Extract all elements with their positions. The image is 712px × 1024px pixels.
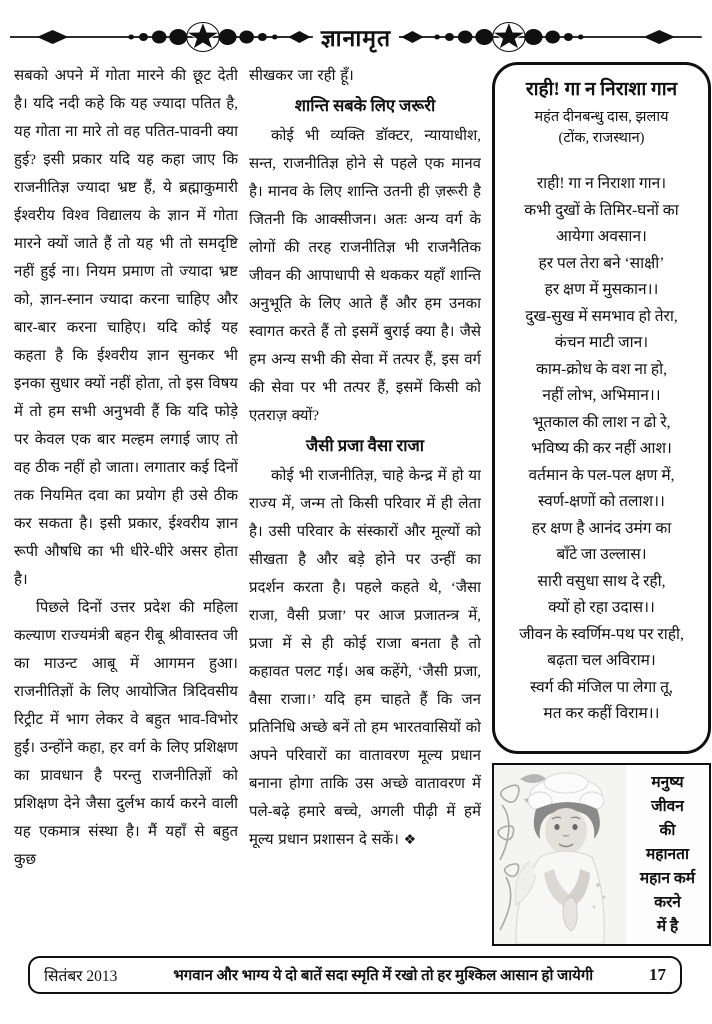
poem-line: राही! गा न निराशा गान। [536, 175, 667, 192]
poem-author: महंत दीनबन्धु दास, झलाय [534, 109, 669, 125]
poem-line: वर्तमान के पल-पल क्षण में, [528, 466, 675, 484]
poem-line: दुख-सुख में समभाव हो तेरा, [525, 307, 678, 325]
poem-line: भविष्य की कर नहीं आश। [531, 440, 672, 457]
magazine-title: ज्ञानामृत [320, 26, 392, 51]
poem-line: हर क्षण में मुसकान।। [544, 281, 659, 298]
child-photo [494, 765, 626, 944]
poem-author-location: (टोंक, राजस्थान) [558, 130, 645, 146]
photo-caption [626, 765, 709, 944]
paragraph: कोई भी व्यक्ति डॉक्टर, न्यायाधीश, सन्त, राजनीतिज्ञ होने से पहले एक मानव है। मानव के लिए शान्ति उतनी ही ज़रूरी है जितनी कि आक्सीजन। अतः अन्य वर्ग के लोगों की तरह राजनीतिज्ञ भी राजनैतिक जीवन की आपाधापी से थककर यहाँ शान्ति अनुभूति के लिए आते हैं और हम उनका स्वागत करते हैं तो इसमें बुराई क्या है। जैसे हम अन्य सभी की सेवा में तत्पर हैं, इस वर्ग की सेवा पर भी तत्पर हैं, इसमें किसी को एतराज़ क्यों? [249, 128, 481, 424]
issue-date: सितंबर 2013 [44, 968, 118, 985]
photo-box [492, 763, 711, 946]
article-column-1 [14, 62, 238, 946]
caption-line: मनुष्य [651, 773, 684, 791]
poem-line: स्वर्ग की मंजिल पा लेगा तू, [530, 678, 673, 696]
caption-line: की [659, 821, 676, 839]
poem-line: हर क्षण है आनंद उमंग का [531, 519, 672, 537]
header-ornament-right-star-icon [399, 20, 702, 54]
poem-line: स्वर्ण-क्षणों को तलाश।। [538, 493, 665, 510]
poem-title: राही! गा न निराशा गान [525, 79, 678, 100]
page-header [0, 0, 712, 58]
poem-line: नहीं लोभ, अभिमान।। [542, 387, 661, 404]
poem-line: कंचन माटी जान। [554, 334, 649, 351]
poem-line: बाँटे जा उल्लास। [556, 546, 647, 563]
header-ornament-left-star-icon [10, 20, 313, 54]
page-footer [28, 956, 682, 994]
poem-text [503, 171, 700, 728]
poem-line: सारी वसुधा साथ दे रही, [537, 572, 666, 590]
poem-line: जीवन के स्वर्णिम-पथ पर राही, [519, 625, 684, 643]
caption-line: करने [654, 893, 681, 911]
paragraph [249, 462, 481, 855]
poem-line: क्यों हो रहा उदास।। [548, 599, 655, 616]
poem-line: बढ़ता चल अविराम। [547, 652, 656, 669]
paragraph: पिछले दिनों उत्तर प्रदेश की महिला कल्याण राज्यमंत्री बहन रीबू श्रीवास्तव जी का माउन्ट आबू में आगमन हुआ। राजनीतिज्ञों के लिए आयोजित त्रिदिवसीय रिट्रीट में भाग लेकर वे बहुत भाव-विभोर हुईं। उन्होंने कहा, हर वर्ग के लिए प्रशिक्षण का प्रावधान है परन्तु राजनीतिज्ञों को प्रशिक्षण देने जैसा दुर्लभ कार्य करने वाली यह एकमात्र संस्था है। मैं यहाँ से बहुत कुछ [14, 600, 238, 868]
caption-line: महान कर्म [639, 869, 696, 887]
poem-box [492, 62, 711, 754]
paragraph: सीखकर जा रही हूँ। [249, 68, 354, 84]
caption-line: जीवन [651, 797, 684, 815]
section-heading-raja-praja: जैसी प्रजा वैसा राजा [305, 436, 425, 455]
poem-line: हर पल तेरा बने ‘साक्षी’ [538, 254, 665, 272]
paragraph: सबको अपने में गोता मारने की छूट देती है। यदि नदी कहे कि यह ज्यादा पतित है, यह गोता ना मारे तो वह पतित-पावनी क्या हुई? इसी प्रकार यदि यह कहा जाए कि राजनीतिज्ञ ज्यादा भ्रष्ट हैं, ये ब्रह्माकुमारी ईश्वरीय विश्व विद्यालय के ज्ञान में गोता मारने क्यों जाते हैं तो यह भी तो समदृष्टि नहीं हुई ना। नियम प्रमाण तो ज्यादा भ्रष्ट को, ज्ञान-स्नान ज्यादा करना चाहिए और बार-बार करना चाहिए। यदि कोई यह कहता है कि ईश्वरीय ज्ञान सुनकर भी इनका सुधार क्यों नहीं होता, तो इस विषय में तो हम सभी अनुभवी हैं कि यदि फोड़े पर केवल एक बार मल्हम लगाई जाए तो वह ठीक नहीं हो जाता। लगातार कई दिनों तक नियमित दवा का प्रयोग ही उसे ठीक कर सकता है। इसी प्रकार, ईश्वरीय ज्ञान रूपी औषधि का भी धीरे-धीरे असर होता है। [14, 68, 238, 588]
caption-line: में है [656, 917, 679, 935]
footer-quote: भगवान और भाग्य ये दो बातें सदा स्मृति में रखो तो हर मुश्किल आसान हो जायेगी [173, 968, 594, 984]
article-body [0, 58, 712, 946]
section-heading-peace: शान्ति सबके लिए जरूरी [294, 96, 436, 115]
poem-line: मत कर कहीं विराम।। [543, 705, 660, 722]
poem-line: कभी दुखों के तिमिर-घनों का [524, 201, 679, 219]
article-column-3 [492, 62, 711, 946]
article-column-2 [249, 62, 481, 946]
poem-line: काम-क्रोध के वश ना हो, [535, 360, 668, 378]
poem-line: आयेगा अवसान। [556, 228, 647, 245]
poem-line: भूतकाल की लाश न ढो रे, [532, 413, 671, 431]
article-end-mark: ❖ [403, 833, 417, 848]
page-number: 17 [649, 965, 666, 984]
caption-line: महानता [646, 845, 689, 863]
paragraph-text: कोई भी राजनीतिज्ञ, चाहे केन्द्र में हो या राज्य में, जन्म तो किसी परिवार में ही लेता है। उसी परिवार के संस्कारों और मूल्यों को सीखता है और बड़े होने पर उन्हीं का प्रदर्शन करता है। पहले कहते थे, ‘जैसा राजा, वैसी प्रजा’ पर आज प्रजातन्त्र में, प्रजा में से ही कोई राजा बनता है तो कहावत पलट गई। अब कहेंगे, ‘जैसी प्रजा, वैसा राजा।’ यदि हम चाहते हैं कि जन प्रतिनिधि अच्छे बनें तो हम भारतवासियों को अपने परिवारों का वातावरण मूल्य प्रधान बनाना होगा ताकि उस अच्छे वातावरण में पले-बढ़े हमारे बच्चे, अगली पीढ़ी में हमें मूल्य प्रधान प्रशासन दे सकें। [249, 468, 481, 848]
